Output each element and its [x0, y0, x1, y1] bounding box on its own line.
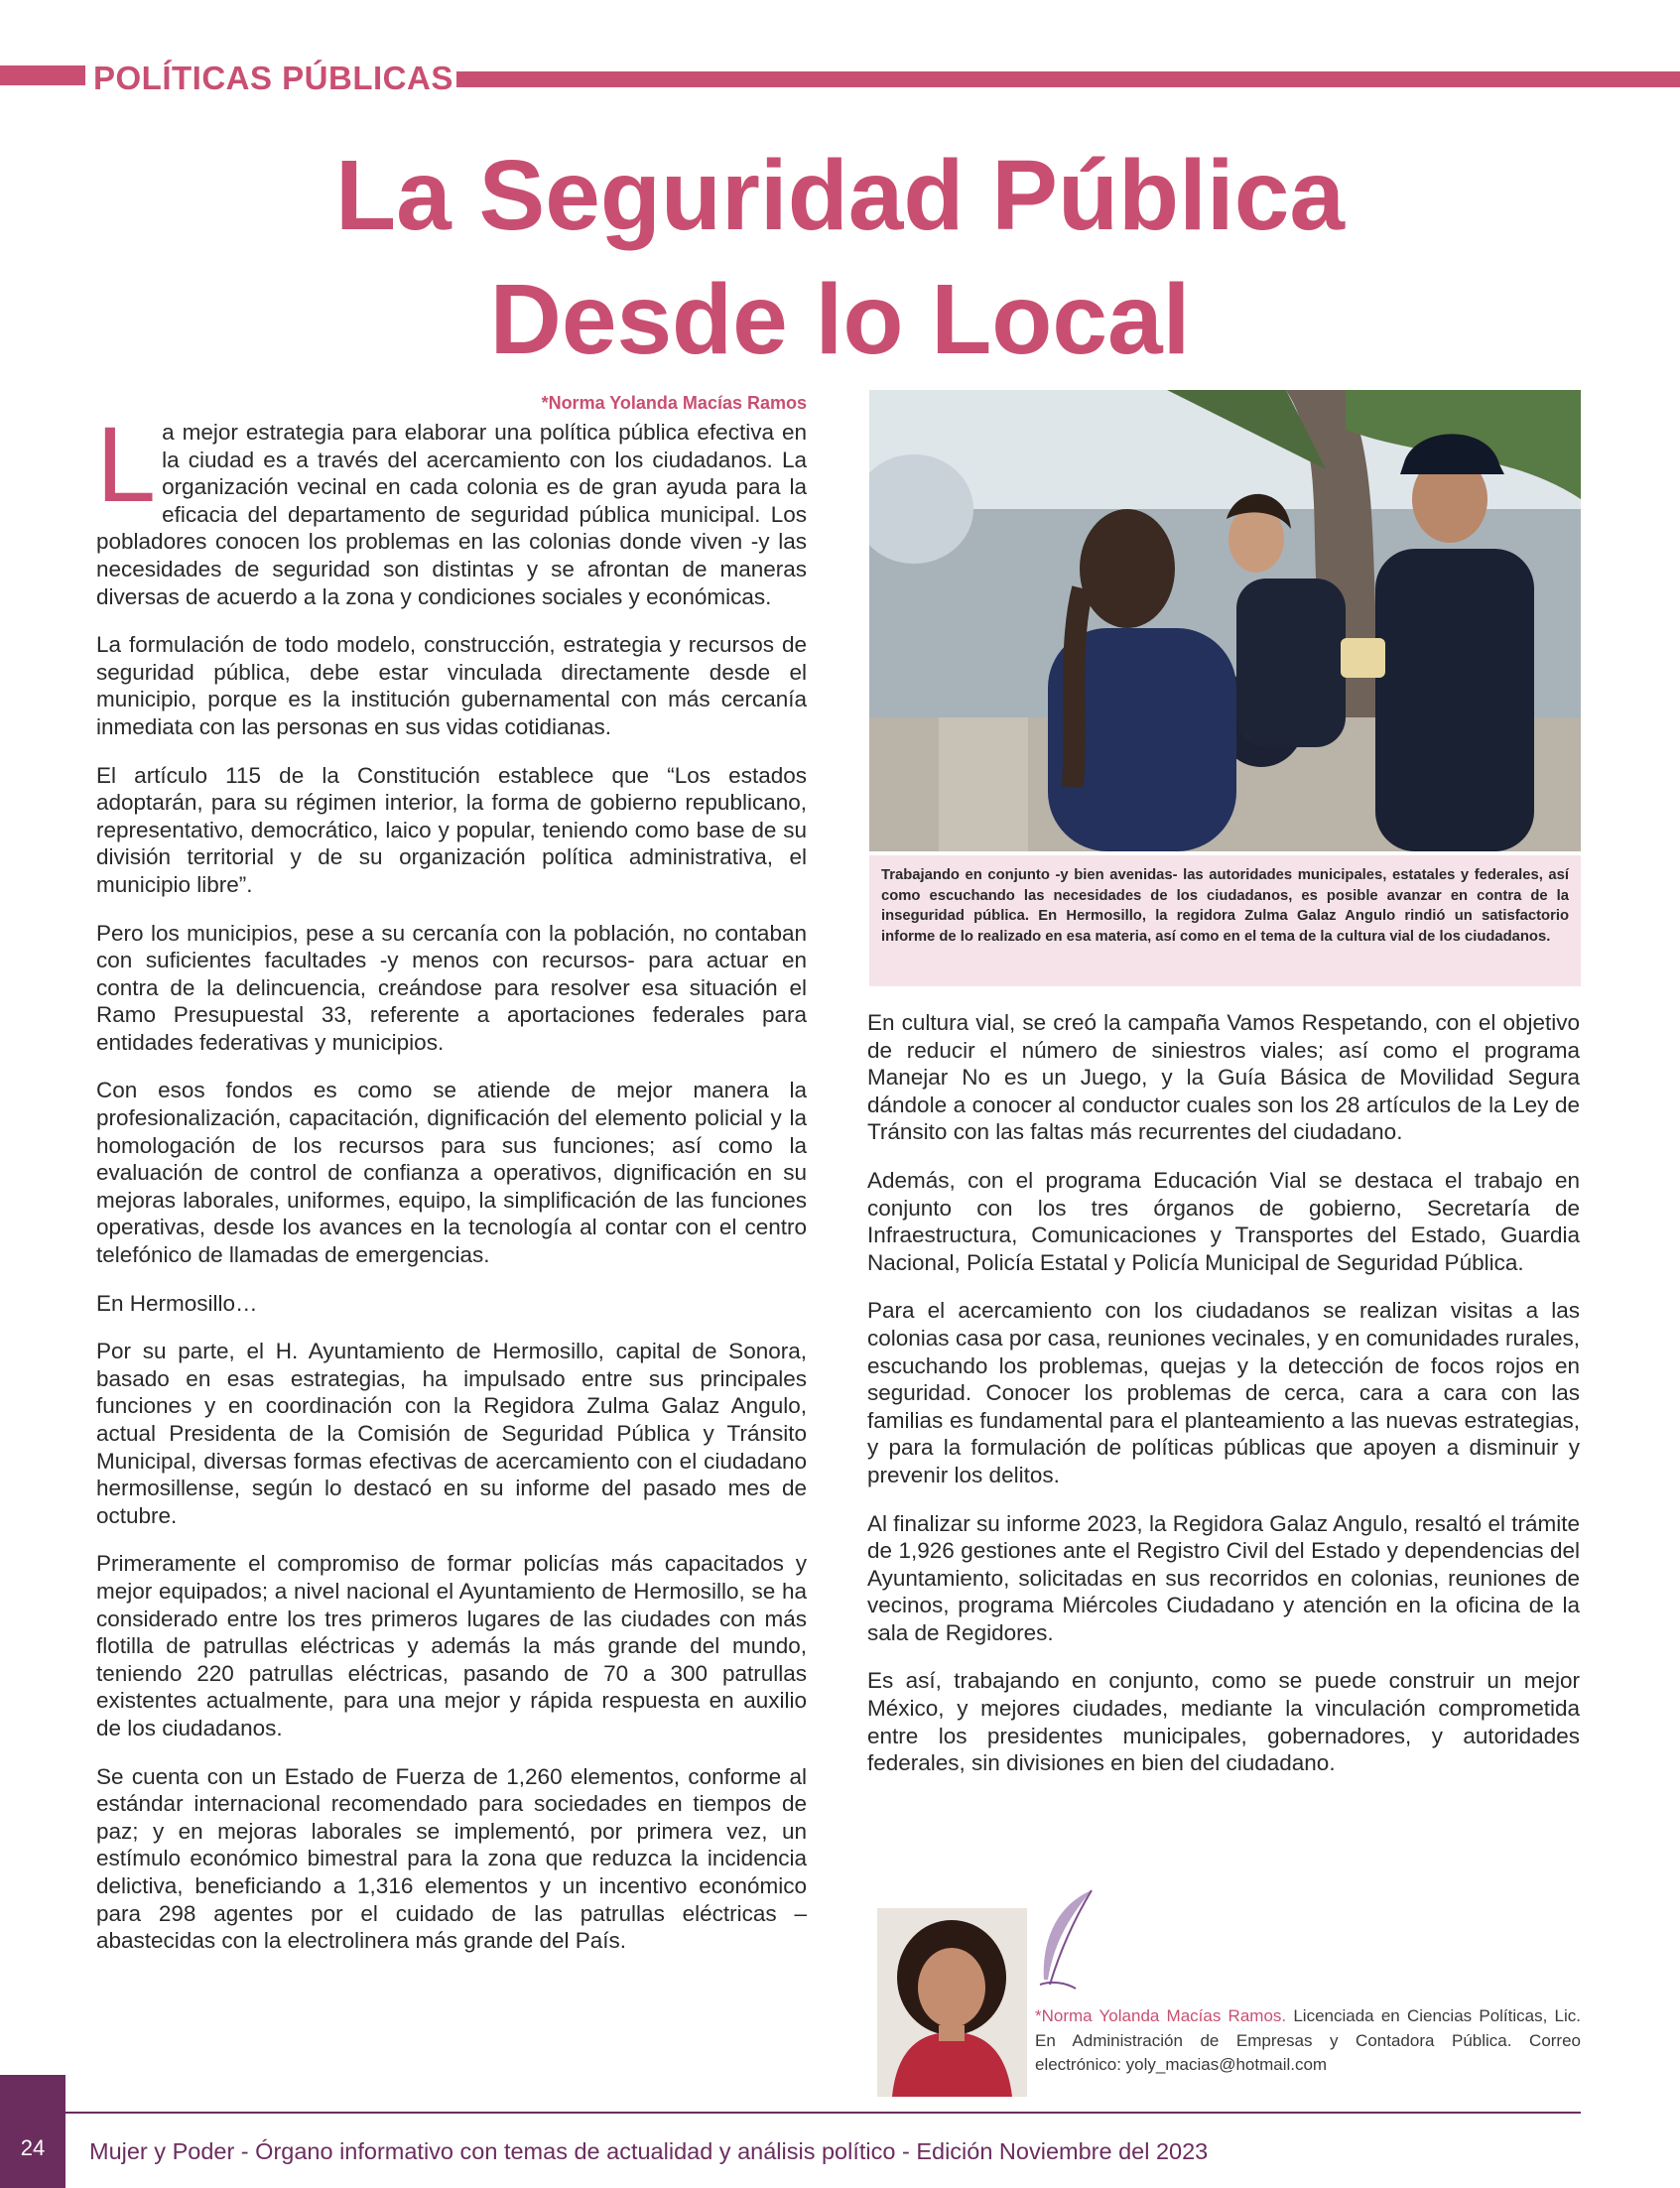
title-line-1: La Seguridad Pública: [335, 140, 1345, 251]
paragraph: Se cuenta con un Estado de Fuerza de 1,260 elementos, conforme al estándar internacional recomendado para sociedades en tiempos de paz; y en mejoras laborales se implementó, por primera vez, un estímulo económico bimestral para la zona que reduzca la incidencia delictiva, beneficiando a 1,316 elementos y un incentivo económico para 298 agentes por el cuidado de las patrullas eléctricas – abastecidas con la electrolinera más grande del País.: [96, 1763, 807, 1954]
right-column: [867, 1009, 1580, 1798]
article-title: [0, 134, 1680, 382]
paragraph: Además, con el programa Educación Vial se destaca el trabajo en conjunto con los tres órganos de gobierno, Secretaría de Infraestructura, Comunicaciones y Transportes del Estado, Guardia Nacional, Policía Estatal y Policía Municipal de Seguridad Pública.: [867, 1167, 1580, 1275]
author-bio: [1035, 2004, 1581, 2078]
footer-text: Mujer y Poder - Órgano informativo con temas de actualidad y análisis político - Edición Noviembre del 2023: [89, 2138, 1209, 2164]
paragraph: Es así, trabajando en conjunto, como se puede construir un mejor México, y mejores ciudades, mediante la vinculación comprometida entre los presidentes municipales, gobernadores, y autoridades federales, sin divisiones en bien del ciudadano.: [867, 1668, 1580, 1776]
paragraph: Por su parte, el H. Ayuntamiento de Hermosillo, capital de Sonora, basado en esas estrategias, ha impulsado entre sus principales funciones y en coordinación con la Regidora Zulma Galaz Angulo, actual Presidenta de la Comisión de Seguridad Pública y Tránsito Municipal, diversas formas efectivas de acercamiento con el ciudadano hermosillense, según lo destacó en su informe del pasado mes de octubre.: [96, 1339, 807, 1528]
drop-cap: L: [96, 404, 157, 524]
paragraph: La formulación de todo modelo, construcción, estrategia y recursos de seguridad pública, debe estar vinculada directamente desde el municipio, porque es la institución gubernamental con más cercanía inmediata con las personas en sus vidas cotidianas.: [96, 632, 807, 739]
section-bar-right: [456, 71, 1680, 87]
article-photo: [869, 390, 1581, 851]
bio-text: Licenciada en Ciencias Políticas, Lic. En Administración de Empresas y Contadora Pública. Correo electrónico: yoly_macias@hotmail.com: [1035, 2006, 1581, 2074]
paragraph: Primeramente el compromiso de formar policías más capacitados y mejor equipados; a nivel nacional el Ayuntamiento de Hermosillo, se ha considerado entre los tres primeros lugares de las ciudades con más flotilla de patrullas eléctricas y además la más grande del mundo, teniendo 220 patrullas eléctricas, pasando de 70 a 300 patrullas existentes actualmente, para una mejor y rápida respuesta en auxilio de los ciudadanos.: [96, 1551, 807, 1740]
paragraph: El artículo 115 de la Constitución establece que “Los estados adoptarán, para su régimen interior, la forma de gobierno republicano, representativo, democrático, laico y popular, teniendo como base de su división territorial y de su organización política administrativa, el municipio libre”.: [96, 762, 807, 897]
paragraph: Al finalizar su informe 2023, la Regidora Galaz Angulo, resaltó el trámite de 1,926 gestiones ante el Registro Civil del Estado y dependencias del Ayuntamiento, solicitadas en sus recorridos en colonias, reuniones de vecinos, programa Miércoles Ciudadano y atención en la oficina de la sala de Regidores.: [867, 1510, 1580, 1645]
paragraph-text: a mejor estrategia para elaborar una política pública efectiva en la ciudad es a través del acercamiento con los ciudadanos. La organización vecinal en cada colonia es de gran ayuda para la eficacia del departamento de seguridad pública municipal. Los pobladores conocen los problemas en las colonias donde viven -y las necesidades de seguridad son distintas y se afrontan de maneras diversas de acuerdo a la zona y condiciones sociales y económicas.: [96, 420, 807, 609]
page-number-box: [0, 2075, 65, 2188]
paragraph: Con esos fondos es como se atiende de mejor manera la profesionalización, capacitación, dignificación del elemento policial y la homologación de los recursos para sus funciones; así como la evaluación de control de confianza a operativos, dignificación en su mejoras laborales, uniformes, equipo, la simplificación de las funciones operativas, desde los avances en la tecnología al contar con el centro telefónico de llamadas de emergencias.: [96, 1078, 807, 1268]
author-byline: *Norma Yolanda Macías Ramos: [541, 393, 807, 413]
section-label: POLÍTICAS PÚBLICAS: [93, 60, 453, 96]
paragraph: Pero los municipios, pese a su cercanía con la población, no contaban con suficientes facultades -y menos con recursos- para actuar en contra de la delincuencia, creándose para resolver esa situación el Ramo Presupuestal 33, referente a aportaciones federales para entidades federativas y municipios.: [96, 920, 807, 1055]
footer-rule: [65, 2112, 1581, 2114]
photo-caption: Trabajando en conjunto -y bien avenidas- las autoridades municipales, estatales y federales, así como escuchando las necesidades de los ciudadanos, es posible avanzar en contra de la inseguridad pública. En Hermosillo, la regidora Zulma Galaz Angulo rindió un satisfactorio informe de lo realizado en esa materia, así como en el tema de la cultura vial de los ciudadanos.: [869, 855, 1581, 986]
page-number: 24: [20, 2135, 46, 2160]
bio-name: *Norma Yolanda Macías Ramos.: [1035, 2006, 1287, 2025]
author-photo: [877, 1908, 1027, 2097]
section-bar-left: [0, 65, 85, 85]
title-line-2: Desde lo Local: [489, 264, 1191, 375]
paragraph: En Hermosillo…: [96, 1290, 258, 1316]
feather-icon: [1032, 1885, 1101, 1995]
paragraph: [96, 404, 807, 610]
paragraph: Para el acercamiento con los ciudadanos se realizan visitas a las colonias casa por casa, reuniones vecinales, y en comunidades rurales, escuchando los problemas, quejas y la detección de focos rojos en seguridad. Conocer los problemas de cerca, cara a cara con las familias es fundamental para el planteamiento a las nuevas estrategias, y para la formulación de políticas públicas que apoyen a disminuir y prevenir los delitos.: [867, 1298, 1580, 1487]
paragraph: En cultura vial, se creó la campaña Vamos Respetando, con el objetivo de reducir el número de siniestros viales; así como el programa Manejar No es un Juego, y la Guía Básica de Movilidad Segura dándole a conocer al conductor cuales son los 28 artículos de la Ley de Tránsito con las faltas más recurrentes del ciudadano.: [867, 1010, 1580, 1145]
left-column: [96, 404, 807, 1976]
